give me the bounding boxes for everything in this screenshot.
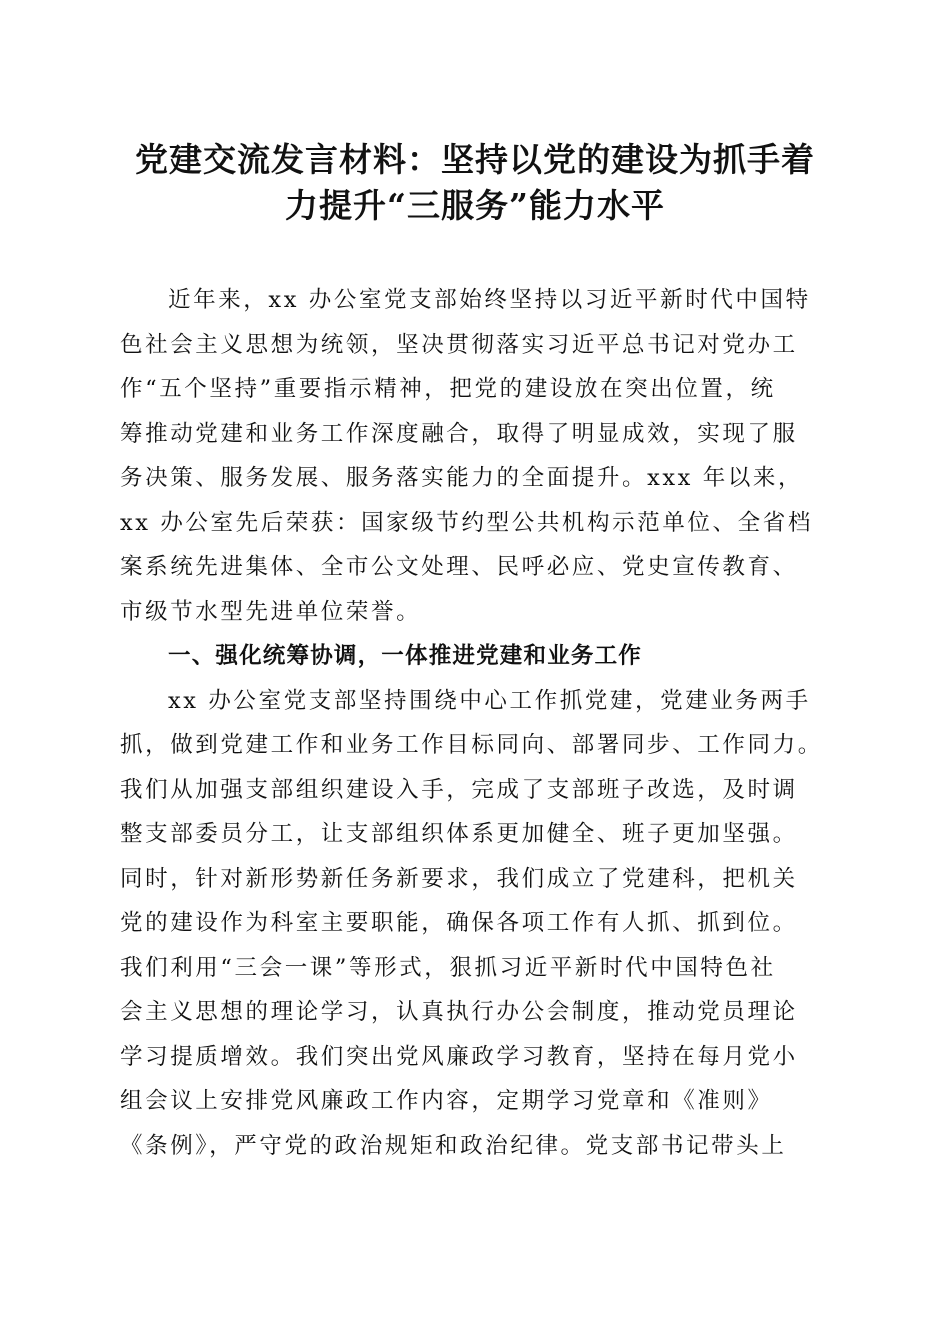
text-line: 市级节水型先进单位荣誉。	[120, 598, 422, 625]
text-line: 案系统先进集体、全市公文处理、民呼必应、党史宣传教育、	[120, 554, 798, 580]
text-line: 抓，做到党建工作和业务工作目标同向、部署同步、工作同力。	[120, 732, 823, 758]
text-line: 我们从加强支部组织建设入手，完成了支部班子改选，及时调	[120, 776, 798, 803]
text-line: 会主义思想的理论学习，认真执行办公会制度，推动党员理论	[120, 999, 798, 1025]
text-line: xx 办公室先后荣获：国家级节约型公共机构示范单位、全省档	[120, 509, 813, 536]
text-line: xx 办公室党支部坚持围绕中心工作抓党建，党建业务两手	[168, 687, 811, 714]
text-line: 整支部委员分工，让支部组织体系更加健全、班子更加坚强。	[120, 821, 798, 847]
paragraph-section-1	[120, 679, 835, 1169]
document-body	[120, 278, 835, 1168]
title-line-1: 党建交流发言材料：坚持以党的建设为抓手着	[135, 140, 815, 179]
text-line: 作“五个坚持”重要指示精神，把党的建设放在突出位置，统	[120, 376, 776, 402]
document-title	[110, 137, 840, 229]
text-line: 学习提质增效。我们突出党风廉政学习教育，坚持在每月党小	[120, 1043, 798, 1070]
text-line: 《条例》，严守党的政治规矩和政治纪律。党支部书记带头上	[120, 1132, 787, 1159]
text-line: 务决策、服务发展、服务落实能力的全面提升。xxx 年以来，	[120, 465, 804, 491]
paragraph-intro	[120, 278, 835, 634]
section-heading-1: 一、强化统筹协调，一体推进党建和业务工作	[168, 643, 643, 669]
text-line: 党的建设作为科室主要职能，确保各项工作有人抓、抓到位。	[120, 910, 798, 936]
text-line: 同时，针对新形势新任务新要求，我们成立了党建科，把机关	[120, 865, 798, 892]
text-line: 近年来，xx 办公室党支部始终坚持以习近平新时代中国特	[168, 287, 811, 313]
title-line-2: 力提升“三服务”能力水平	[285, 186, 665, 225]
text-line: 筹推动党建和业务工作深度融合，取得了明显成效，实现了服	[120, 420, 798, 447]
text-line: 色社会主义思想为统领，坚决贯彻落实习近平总书记对党办工	[120, 331, 798, 358]
text-line: 组会议上安排党风廉政工作内容，定期学习党章和《准则》	[120, 1088, 773, 1114]
text-line: 我们利用“三会一课”等形式，狠抓习近平新时代中国特色社	[120, 954, 776, 981]
